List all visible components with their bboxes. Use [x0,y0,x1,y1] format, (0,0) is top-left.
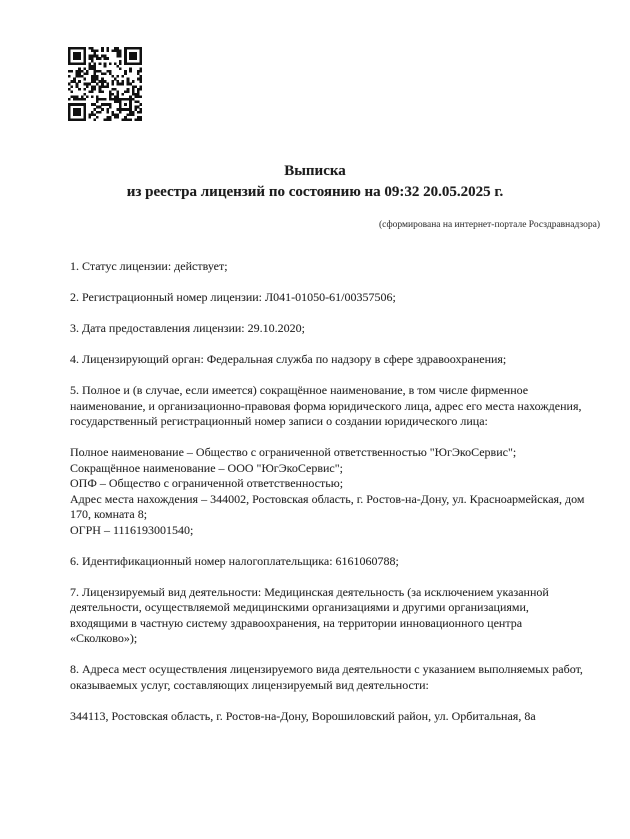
text-line: 1. Статус лицензии: действует; [70,259,228,273]
paragraph-activity-addresses-intro [70,662,585,693]
text-line: 6. Идентификационный номер налогоплательщика: 6161060788; [70,553,399,568]
paragraph-registration-number [70,290,585,306]
text-line: 3. Дата предоставления лицензии: 29.10.2020; [70,321,305,335]
paragraph-licensed-activity [70,585,585,647]
title-line-2: из реестра лицензий по состоянию на 09:32 20.05.2025 г. [126,184,504,200]
paragraph-license-status [70,259,585,275]
text-line: 344113, Ростовская область, г. Ростов-на-Дону, Ворошиловский район, ул. Орбитальная, 8а [70,708,536,723]
document-title [0,161,630,203]
paragraph-org-details [70,445,585,538]
text-line: 4. Лицензирующий орган: Федеральная служба по надзору в сфере здравоохранения; [70,352,507,366]
paragraph-licensing-authority [70,352,585,368]
paragraph-inn [70,554,585,570]
qr-code-icon [68,47,142,121]
paragraph-grant-date [70,321,585,337]
org-short-name: Сокращённое наименование – ООО "ЮгЭкоСервис"; [70,460,343,475]
paragraph-org-info-intro [70,383,585,430]
document-body [70,259,585,740]
paragraph-activity-address [70,709,585,725]
org-full-name: Полное наименование – Общество с ограниченной ответственностью "ЮгЭкоСервис"; [70,445,517,459]
org-legal-form: ОПФ – Общество с ограниченной ответственностью; [70,476,344,490]
org-ogrn: ОГРН – 1116193001540; [70,522,194,537]
text-line: 5. Полное и (в случае, если имеется) сокращённое наименование, в том числе фирменное наименование, и организационно-правовая форма юридического лица, адрес его места нахождения, государственный регистрационный номер записи о создании юридического лица: [70,383,582,428]
text-line: 7. Лицензируемый вид деятельности: Медицинская деятельность (за исключением указанной деятельности, осуществляемой медицинскими организациями и другими организациями, входящими в частную систему здравоохранения, на территории инновационного центра «Сколково»); [70,584,549,645]
text-line: 2. Регистрационный номер лицензии: Л041-01050-61/00357506; [70,290,396,304]
title-line-1: Выписка [284,163,346,179]
org-address: Адрес места нахождения – 344002, Ростовская область, г. Ростов-на-Дону, ул. Красноармейская, дом 170, комната 8; [70,491,585,521]
text-line: 8. Адреса мест осуществления лицензируемого вида деятельности с указанием выполняемых работ, оказываемых услуг, составляющих лицензируемый вид деятельности: [70,662,583,692]
document-subtitle: (сформирована на интернет-портале Росздравнадзора) [379,220,600,230]
